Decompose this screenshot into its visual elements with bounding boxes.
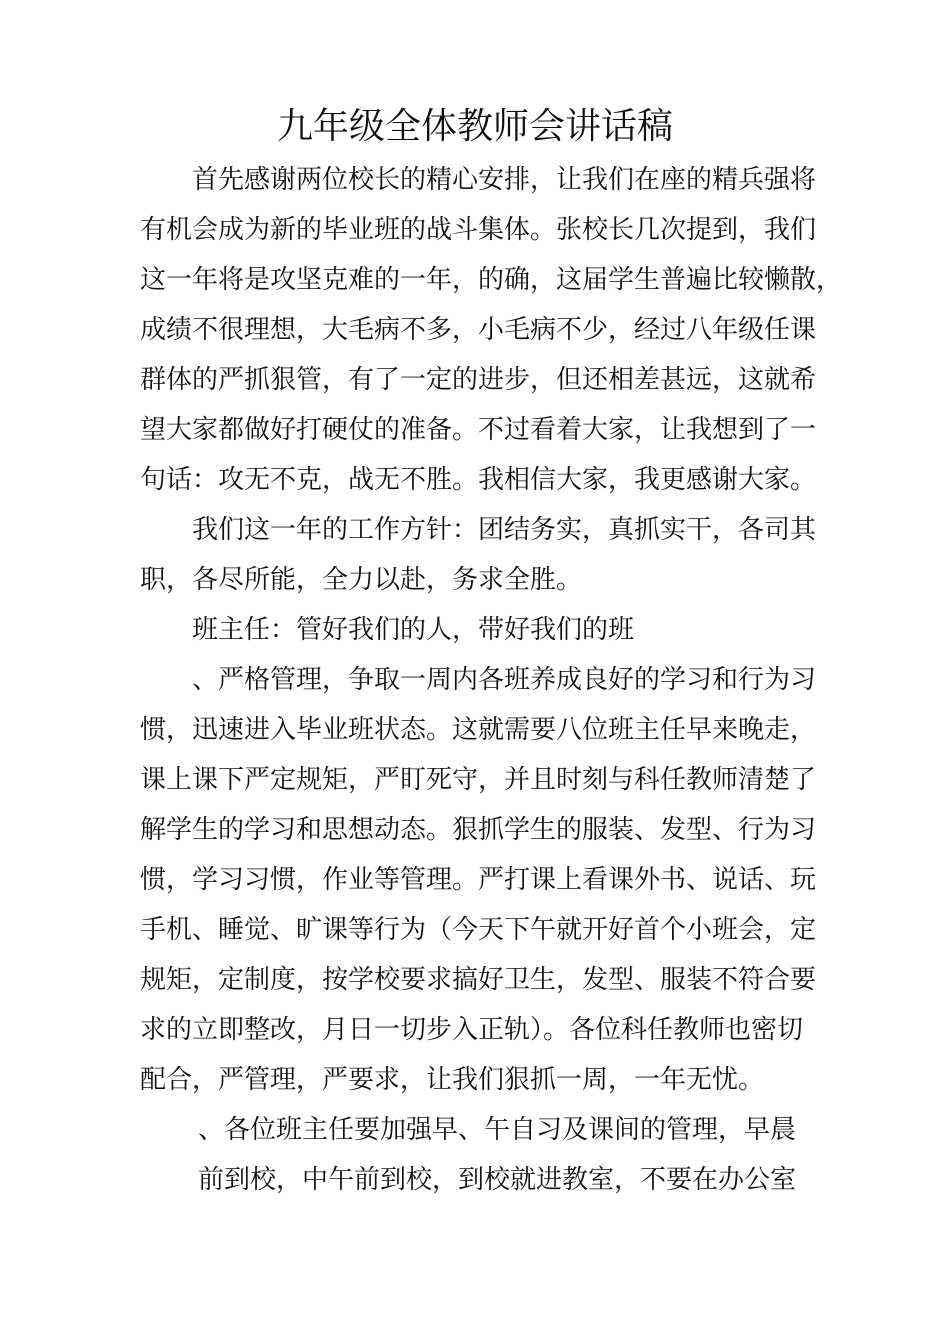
paragraph-line: 首先感谢两位校长的精心安排，让我们在座的精兵强将 <box>192 165 817 195</box>
paragraph-line: 、严格管理，争取一周内各班养成良好的学习和行为习 <box>192 665 817 695</box>
paragraph-line: 规矩，定制度，按学校要求搞好卫生，发型、服装不符合要 <box>140 965 817 995</box>
paragraph-line: 成绩不很理想，大毛病不多，小毛病不少，经过八年级任课 <box>140 315 817 345</box>
paragraph-line: 解学生的学习和思想动态。狠抓学生的服装、发型、行为习 <box>140 815 817 845</box>
paragraph-line: 职，各尽所能，全力以赴，务求全胜。 <box>140 565 583 595</box>
paragraph-line: 课上课下严定规矩，严盯死守，并且时刻与科任教师清楚了 <box>140 765 817 795</box>
paragraph-line: 惯，学习习惯，作业等管理。严打课上看课外书、说话、玩 <box>140 865 817 895</box>
paragraph-line: 群体的严抓狠管，有了一定的进步，但还相差甚远，这就希 <box>140 365 817 395</box>
paragraph-line: 望大家都做好打硬仗的准备。不过看着大家，让我想到了一 <box>140 415 817 445</box>
paragraph-line: 句话：攻无不克，战无不胜。我相信大家，我更感谢大家。 <box>140 465 817 495</box>
paragraph-line: 前到校，中午前到校，到校就进教室，不要在办公室 <box>198 1165 797 1195</box>
paragraph-line: 这一年将是攻坚克难的一年，的确，这届学生普遍比较懒散， <box>140 265 843 295</box>
document-title: 九年级全体教师会讲话稿 <box>276 106 673 147</box>
paragraph-line: 求的立即整改，月日一切步入正轨）。各位科任教师也密切 <box>140 1015 804 1045</box>
section-heading: 班主任：管好我们的人，带好我们的班 <box>192 615 635 645</box>
paragraph-line: 、各位班主任要加强早、午自习及课间的管理，早晨 <box>198 1115 797 1145</box>
paragraph-line: 手机、睡觉、旷课等行为（今天下午就开好首个小班会，定 <box>140 915 817 945</box>
paragraph-line: 配合，严管理，严要求，让我们狠抓一周，一年无忧。 <box>140 1065 765 1095</box>
paragraph-line: 惯，迅速进入毕业班状态。这就需要八位班主任早来晚走， <box>140 715 817 745</box>
paragraph-line: 我们这一年的工作方针：团结务实，真抓实干，各司其 <box>192 515 817 545</box>
paragraph-line: 有机会成为新的毕业班的战斗集体。张校长几次提到，我们 <box>140 215 817 245</box>
